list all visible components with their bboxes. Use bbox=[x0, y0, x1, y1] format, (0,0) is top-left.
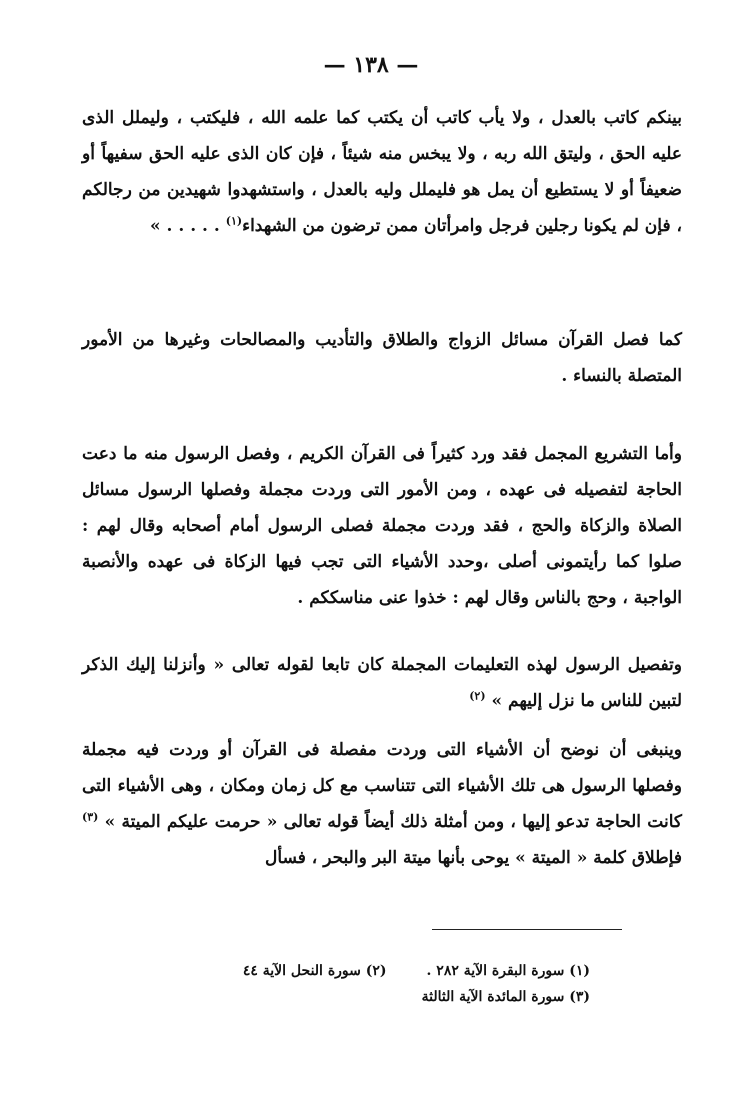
footnote-row-1 bbox=[150, 958, 590, 984]
footnotes bbox=[150, 958, 590, 1010]
paragraph-3 bbox=[82, 436, 682, 616]
paragraph-3-text: وأما التشريع المجمل فقد ورد كثيراً فى القرآن الكريم ، وفصل الرسول منه ما دعت الحاجة لتفصيله فى عهده ، ومن الأمور التى وردت مجملة وفصلها الرسول مسائل الصلاة والزكاة والحج ، فقد وردت مجملة فصلى الرسول أمام أصحابه وقال لهم : صلوا كما رأيتمونى أصلى ،وحدد الأشياء التى تجب فيها الزكاة فى عهده والأنصبة الواجبة ، وحج بالناس وقال لهم : خذوا عنى مناسككم . bbox=[82, 444, 682, 608]
footnote-row-2 bbox=[150, 984, 590, 1010]
footnote-3: (٣) سورة المائدة الآية الثالثة bbox=[421, 989, 590, 1005]
paragraph-2-text: كما فصل القرآن مسائل الزواج والطلاق والتأديب والمصالحات وغيرها من الأمور المتصلة بالنساء . bbox=[82, 330, 682, 386]
footnote-ref-1: (١) bbox=[225, 214, 243, 228]
footnote-divider bbox=[432, 929, 622, 930]
footnote-2: (٢) سورة النحل الآية ٤٤ bbox=[242, 963, 387, 979]
footnote-1: (١) سورة البقرة الآية ٢٨٢ . bbox=[426, 963, 590, 979]
footnote-ref-2: (٢) bbox=[469, 689, 486, 703]
footnote-ref-3: (٣) bbox=[82, 810, 99, 824]
paragraph-2 bbox=[82, 322, 682, 394]
paragraph-5-text: وينبغى أن نوضح أن الأشياء التى وردت مفصلة فى القرآن أو وردت فيه مجملة وفصلها الرسول هى تلك الأشياء التى تتناسب مع كل زمان ومكان ، وهى الأشياء التى كانت الحاجة تدعو إليها ، ومن أمثلة ذلك أيضاً قوله تعالى « حرمت عليكم الميتة » bbox=[82, 740, 682, 832]
paragraph-4-text: وتفصيل الرسول لهذه التعليمات المجملة كان تابعا لقوله تعالى « وأنزلنا إليك الذكر لتبين للناس ما نزل إليهم » bbox=[82, 655, 682, 711]
paragraph-5-tail: فإطلاق كلمة « الميتة » يوحى بأنها ميتة البر والبحر ، فسأل bbox=[265, 848, 682, 868]
paragraph-5 bbox=[82, 732, 682, 876]
paragraph-1-tail: . . . . . » bbox=[150, 216, 226, 236]
paragraph-1 bbox=[82, 100, 682, 244]
page-number: — ١٣٨ — bbox=[323, 52, 419, 78]
paragraph-1-text: بينكم كاتب بالعدل ، ولا يأب كاتب أن يكتب كما علمه الله ، فليكتب ، وليملل الذى عليه الحق ، وليتق الله ربه ، ولا يبخس منه شيئاً ، فإن كان الذى عليه الحق سفيهاً أو ضعيفاً أو لا يستطيع أن يمل هو فليملل وليه بالعدل ، واستشهدوا شهيدين من رجالكم ، فإن لم يكونا رجلين فرجل وامرأتان ممن ترضون من الشهداء bbox=[82, 108, 682, 236]
paragraph-4 bbox=[82, 647, 682, 719]
